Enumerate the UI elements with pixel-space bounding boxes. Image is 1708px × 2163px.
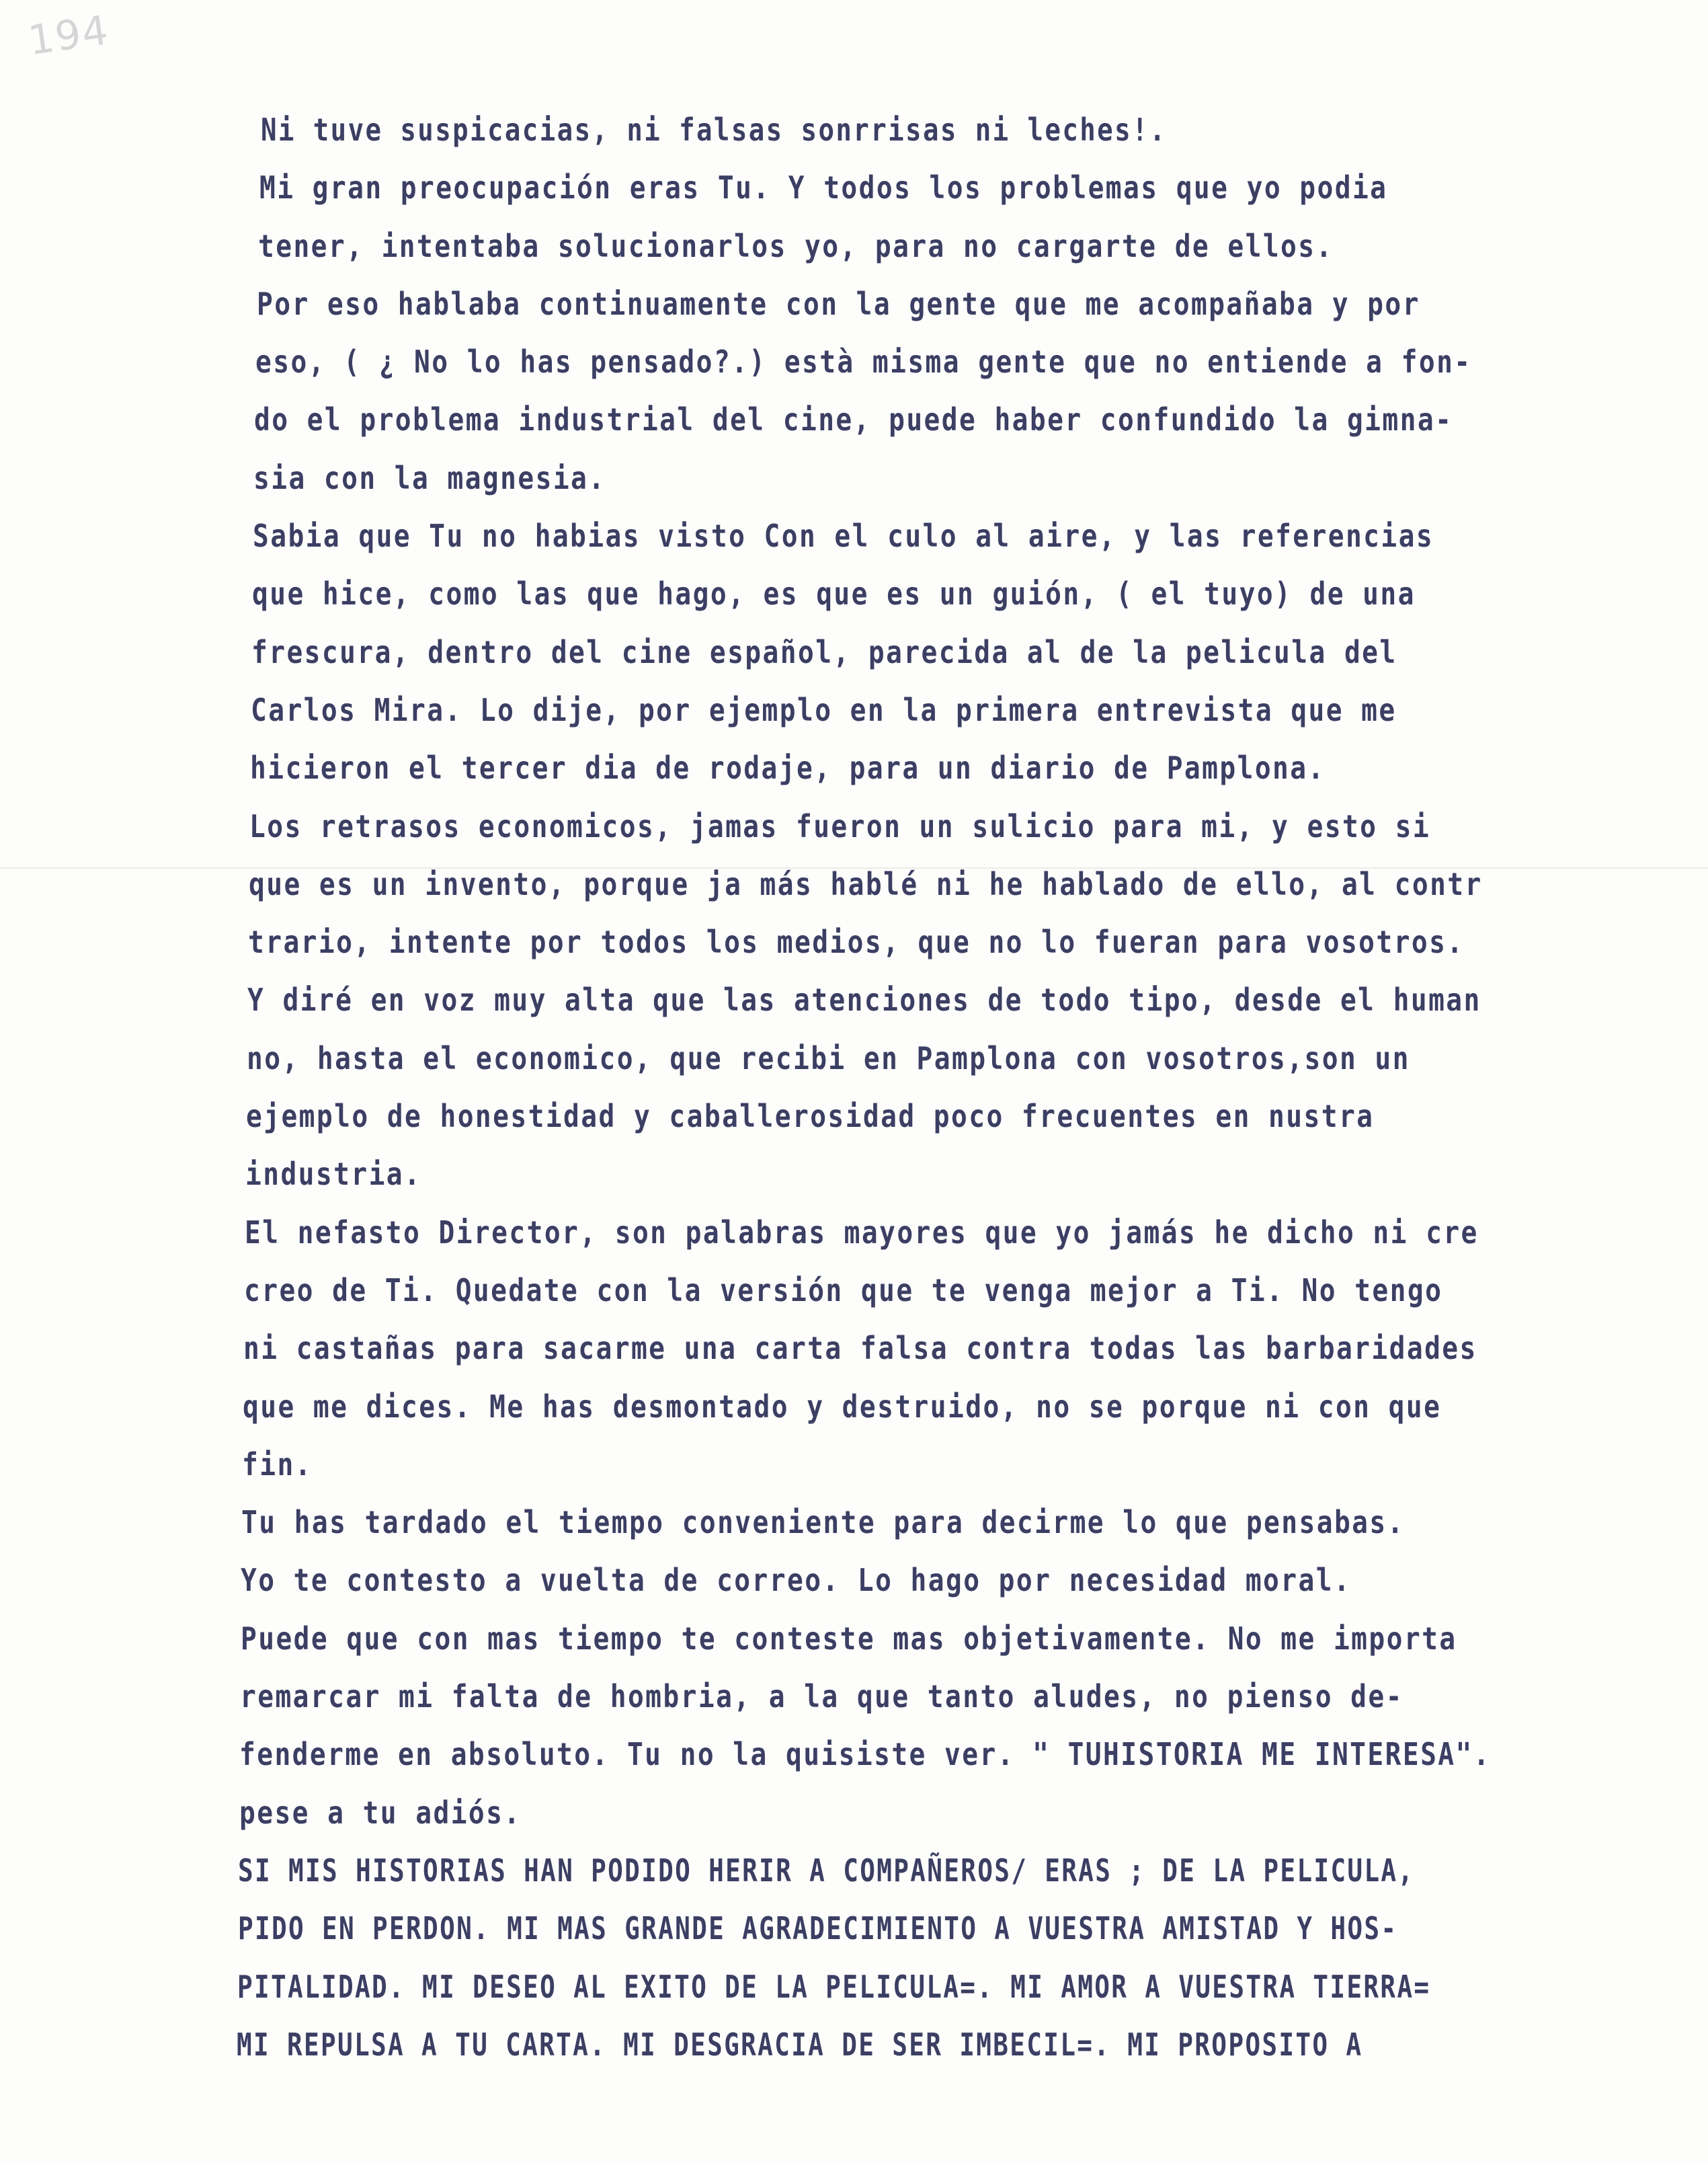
text-line: Yo te contesto a vuelta de correo. Lo hago por necesidad moral.	[241, 1562, 1352, 1599]
typewritten-text	[237, 101, 1672, 2074]
page-number-mark: 194	[25, 6, 112, 65]
text-line: industria.	[245, 1156, 422, 1193]
text-line: que me dices. Me has desmontado y destruido, no se porque ni con que	[243, 1388, 1442, 1425]
text-line: tener, intentaba solucionarlos yo, para no cargarte de ellos.	[258, 227, 1334, 264]
text-line: Tu has tardado el tiempo conveniente para decirme lo que pensabas.	[241, 1504, 1405, 1541]
text-line: Ni tuve suspicacias, ni falsas sonrrisas ni leches!.	[261, 112, 1167, 148]
text-line: do el problema industrial del cine, puede haber confundido la gimna-	[254, 401, 1453, 438]
text-line: SI MIS HISTORIAS HAN PODIDO HERIR A COMPAÑEROS/ ERAS ; DE LA PELICULA,	[238, 1852, 1415, 1889]
text-line: que hice, como las que hago, es que es un guión, ( el tuyo) de una	[252, 576, 1416, 613]
text-line: no, hasta el economico, que recibi en Pamplona con vosotros,son un	[247, 1039, 1410, 1076]
text-line: que es un invento, porque ja más hablé ni he hablado de ello, al contr	[249, 865, 1483, 902]
text-line: MI REPULSA A TU CARTA. MI DESGRACIA DE SER IMBECIL=. MI PROPOSITO A	[237, 2026, 1363, 2063]
text-line: ni castañas para sacarme una carta falsa contra todas las barbaridades	[243, 1330, 1477, 1367]
text-line: hicieron el tercer dia de rodaje, para un diario de Pamplona.	[250, 750, 1326, 787]
text-line: Carlos Mira. Lo dije, por ejemplo en la primera entrevista que me	[251, 691, 1397, 728]
text-line: ejemplo de honestidad y caballerosidad poco frecuentes en nustra	[246, 1098, 1375, 1135]
text-line: remarcar mi falta de hombria, a la que tanto aludes, no pienso de-	[240, 1678, 1404, 1715]
text-line: Los retrasos economicos, jamas fueron un sulicio para mi, y esto si	[249, 808, 1431, 844]
text-line: sia con la magnesia.	[253, 459, 606, 496]
text-line: Mi gran preocupación eras Tu. Y todos los problemas que yo podia	[259, 169, 1388, 206]
text-line: fenderme en absoluto. Tu no la quisiste ver. " TUHISTORIA ME INTERESA".	[239, 1736, 1491, 1773]
text-line: Puede que con mas tiempo te conteste mas objetivamente. No me importa	[241, 1620, 1457, 1657]
text-line: PIDO EN PERDON. MI MAS GRANDE AGRADECIMIENTO A VUESTRA AMISTAD Y HOS-	[238, 1910, 1398, 1947]
text-line: frescura, dentro del cine español, parecida al de la pelicula del	[251, 633, 1397, 670]
text-line: PITALIDAD. MI DESEO AL EXITO DE LA PELICULA=. MI AMOR A VUESTRA TIERRA=	[237, 1968, 1431, 2005]
text-line: fin.	[242, 1446, 313, 1483]
text-line: pese a tu adiós.	[239, 1794, 522, 1831]
text-line: Y diré en voz muy alta que las atenciones de todo tipo, desde el human	[247, 982, 1481, 1019]
text-line: El nefasto Director, son palabras mayores que yo jamás he dicho ni cre	[245, 1214, 1479, 1251]
text-line: trario, intente por todos los medios, que no lo fueran para vosotros.	[248, 924, 1465, 961]
text-line: creo de Ti. Quedate con la versión que te venga mejor a Ti. No tengo	[244, 1271, 1443, 1308]
text-line: Por eso hablaba continuamente con la gente que me acompañaba y por	[257, 285, 1420, 322]
text-line: eso, ( ¿ No lo has pensado?.) està misma gente que no entiende a fon-	[255, 344, 1472, 381]
text-line: Sabia que Tu no habias visto Con el culo al aire, y las referencias	[253, 518, 1434, 555]
